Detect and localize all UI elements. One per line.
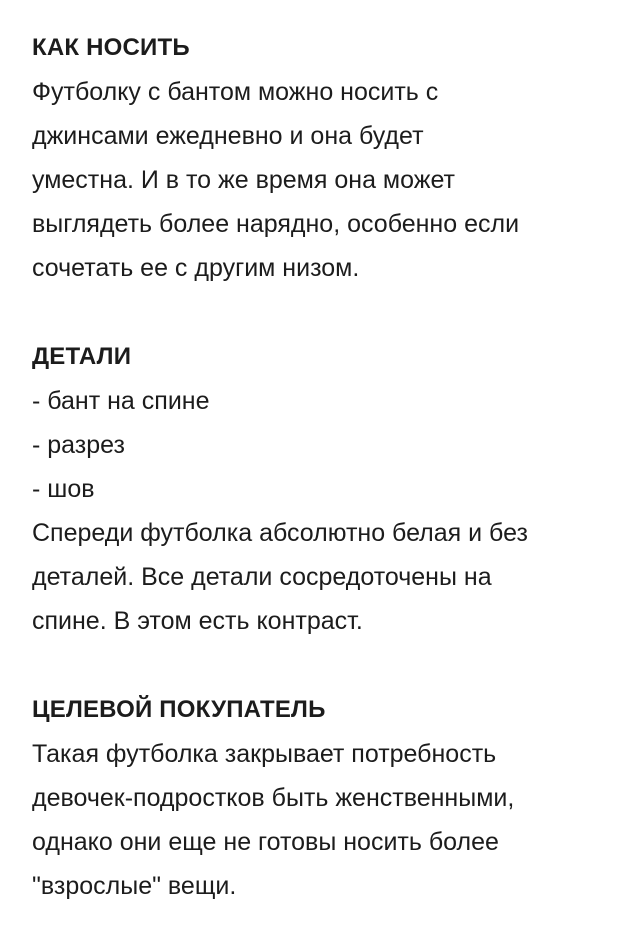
section-how-to-wear bbox=[32, 26, 640, 290]
text-line: девочек-подростков быть женственными, bbox=[32, 784, 515, 812]
section-heading: КАК НОСИТЬ bbox=[32, 34, 190, 61]
text-line: спине. В этом есть контраст. bbox=[32, 607, 363, 635]
text-line: деталей. Все детали сосредоточены на bbox=[32, 563, 492, 591]
text-line: - бант на спине bbox=[32, 387, 210, 415]
section-target-buyer bbox=[32, 688, 640, 908]
text-line: - шов bbox=[32, 475, 95, 503]
section-details bbox=[32, 335, 640, 643]
text-line: джинсами ежедневно и она будет bbox=[32, 122, 424, 150]
text-line: - разрез bbox=[32, 431, 125, 459]
text-line: сочетать ее с другим низом. bbox=[32, 254, 360, 282]
text-line: Футболку с бантом можно носить с bbox=[32, 78, 439, 106]
section-heading: ДЕТАЛИ bbox=[32, 343, 132, 370]
text-line: однако они еще не готовы носить более bbox=[32, 828, 499, 856]
text-line: "взрослые" вещи. bbox=[32, 872, 237, 900]
text-line: уместна. И в то же время она может bbox=[32, 166, 455, 194]
text-line: Такая футболка закрывает потребность bbox=[32, 740, 497, 768]
section-heading: ЦЕЛЕВОЙ ПОКУПАТЕЛЬ bbox=[32, 696, 326, 723]
text-line: Спереди футболка абсолютно белая и без bbox=[32, 519, 528, 547]
text-line: выглядеть более нарядно, особенно если bbox=[32, 210, 520, 238]
